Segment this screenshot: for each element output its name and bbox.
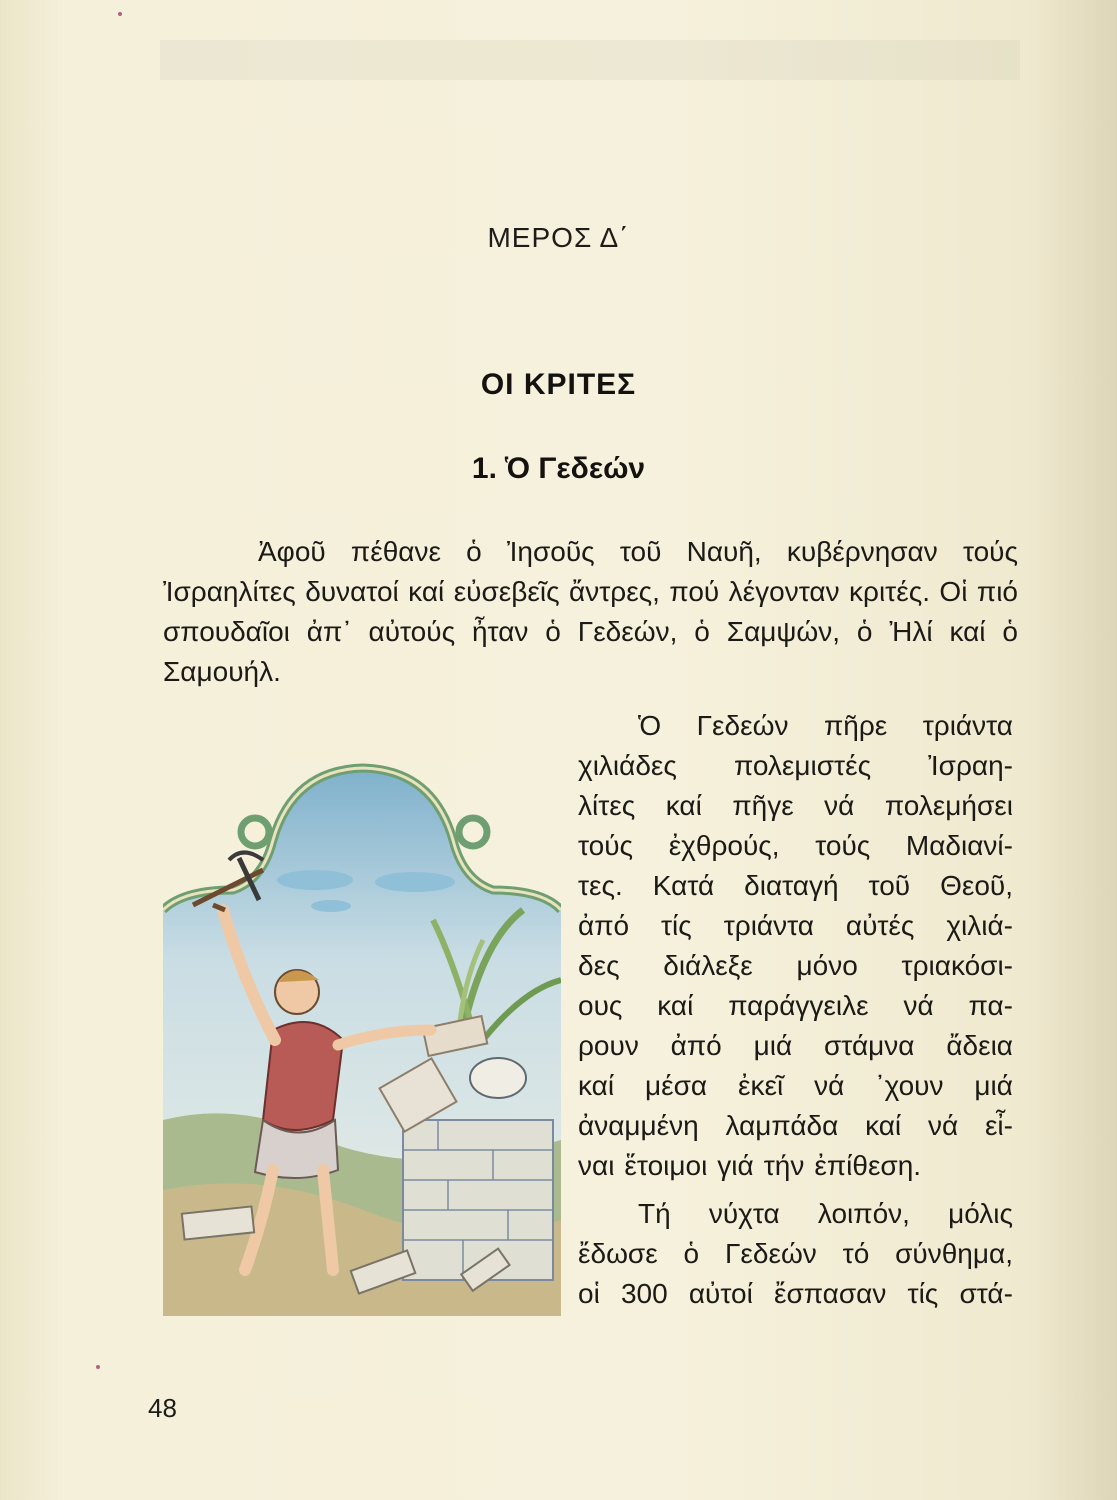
word: τριάντα <box>922 710 1013 741</box>
word: μιά <box>974 1070 1013 1101</box>
word: λαμπάδα <box>725 1110 839 1141</box>
text-line <box>578 826 1013 866</box>
text-line <box>578 746 1013 786</box>
word: μέσα <box>645 1070 708 1101</box>
text-line <box>578 866 1013 906</box>
word: μόλις <box>948 1198 1013 1229</box>
word: ὁ <box>683 1238 700 1269</box>
word: νά <box>824 790 855 821</box>
word: πῆρε <box>823 710 888 741</box>
text-line <box>578 706 1013 746</box>
part-title: ΟΙ ΚΡΙΤΕΣ <box>480 368 637 401</box>
word: καί <box>657 990 694 1021</box>
text-line <box>578 906 1013 946</box>
word: χιλιάδες <box>578 750 677 781</box>
word: εἶ- <box>984 1110 1013 1141</box>
text-line <box>578 1274 1013 1314</box>
word: ρουν <box>578 1030 639 1061</box>
text-line <box>578 1194 1013 1234</box>
word: λοιπόν, <box>817 1198 910 1229</box>
word: ἀπό <box>670 1030 722 1061</box>
word: Μαδιανί- <box>905 830 1013 861</box>
paragraph-gideon <box>578 706 1013 1186</box>
text-line <box>578 1234 1013 1274</box>
text-line <box>578 1066 1013 1106</box>
text-line <box>578 1106 1013 1146</box>
word: ἐχθρούς, <box>668 830 780 861</box>
word: σύνθημα, <box>895 1238 1013 1269</box>
word: ἔσπασαν <box>774 1278 887 1309</box>
word: ους <box>578 990 623 1021</box>
word: καί <box>665 790 702 821</box>
word: τίς <box>907 1278 939 1309</box>
word: Κατά <box>652 870 715 901</box>
word: τούς <box>815 830 871 861</box>
word: τούς <box>578 830 634 861</box>
word: διαταγή <box>744 870 839 901</box>
word: μόνο <box>796 950 858 981</box>
word: πῆγε <box>732 790 794 821</box>
word: ἀναμμένη <box>578 1110 699 1141</box>
word: αὐτές <box>845 910 915 941</box>
margin-dot <box>96 1365 100 1369</box>
word: παράγγειλε <box>728 990 869 1021</box>
margin-dot <box>118 12 122 16</box>
word: τριάντα <box>723 910 814 941</box>
word: νά <box>927 1110 959 1141</box>
word: Θεοῦ, <box>940 870 1013 901</box>
word: δες <box>578 950 620 981</box>
word: λίτες <box>578 790 636 821</box>
word: διάλεξε <box>663 950 753 981</box>
word: στά- <box>959 1278 1013 1309</box>
word: ἔδωσε <box>578 1238 658 1269</box>
text-line <box>578 986 1013 1026</box>
word: τό <box>842 1238 870 1269</box>
word: 300 <box>620 1278 668 1309</box>
word: γιά <box>717 1150 754 1181</box>
word: τες. <box>578 870 623 901</box>
word: νύχτα <box>708 1198 780 1229</box>
word: τήν <box>763 1150 805 1181</box>
word: Τή <box>638 1198 671 1229</box>
word: Γεδεών <box>724 1238 817 1269</box>
word: τοῦ <box>868 870 911 901</box>
chapter-title: 1. Ὁ Γεδεών <box>471 452 646 485</box>
word: τριακόσι- <box>901 950 1013 981</box>
word: πολεμήσει <box>884 790 1013 821</box>
word: ἀπό <box>578 910 630 941</box>
word: Γεδεών <box>696 710 789 741</box>
gideon-illustration-icon <box>163 760 561 1316</box>
word: ᾽χουν <box>875 1070 944 1101</box>
section-label: ΜΕΡΟΣ Δ΄ <box>487 222 630 253</box>
word: νά <box>814 1070 845 1101</box>
word: Ὁ <box>638 710 662 741</box>
word: ἐκεῖ <box>738 1070 784 1101</box>
word: Ἰσραη- <box>928 750 1013 781</box>
intro-text: Ἀφοῦ πέθανε ὁ Ἰησοῦς τοῦ Ναυῆ, κυβέρνησαν τούς Ἰσραηλίτες δυνατοί καί εὐσεβεῖς ἄντρες, πού λέγονταν κριτές. Οἱ πιό σπουδαῖοι ἀπ᾽ αὐτούς ἦταν ὁ Γεδεών, ὁ Σαμψών, ὁ Ἠλί καί ὁ Σαμουήλ. <box>163 536 1018 687</box>
paragraph-night <box>578 1194 1013 1314</box>
word: πα- <box>968 990 1013 1021</box>
page-number: 48 <box>148 1393 177 1423</box>
word: στάμνα <box>824 1030 915 1061</box>
word: μιά <box>753 1030 793 1061</box>
word: νά <box>903 990 934 1021</box>
word: ἕτοιμοι <box>624 1150 708 1181</box>
word: αὐτοί <box>688 1278 753 1309</box>
word: καί <box>578 1070 615 1101</box>
word: ἄδεια <box>946 1030 1013 1061</box>
word: οἱ <box>578 1278 600 1309</box>
text-line <box>578 1026 1013 1066</box>
word: καί <box>865 1110 902 1141</box>
word: πολεμιστές <box>733 750 872 781</box>
intro-paragraph <box>163 532 1018 692</box>
text-line <box>578 786 1013 826</box>
word: ἐπίθεση. <box>814 1150 922 1181</box>
text-line <box>578 1146 1013 1186</box>
text-line <box>578 946 1013 986</box>
word: ναι <box>578 1150 615 1181</box>
text-column <box>578 706 1013 1314</box>
word: τίς <box>661 910 692 941</box>
word: χιλιά- <box>946 910 1013 941</box>
